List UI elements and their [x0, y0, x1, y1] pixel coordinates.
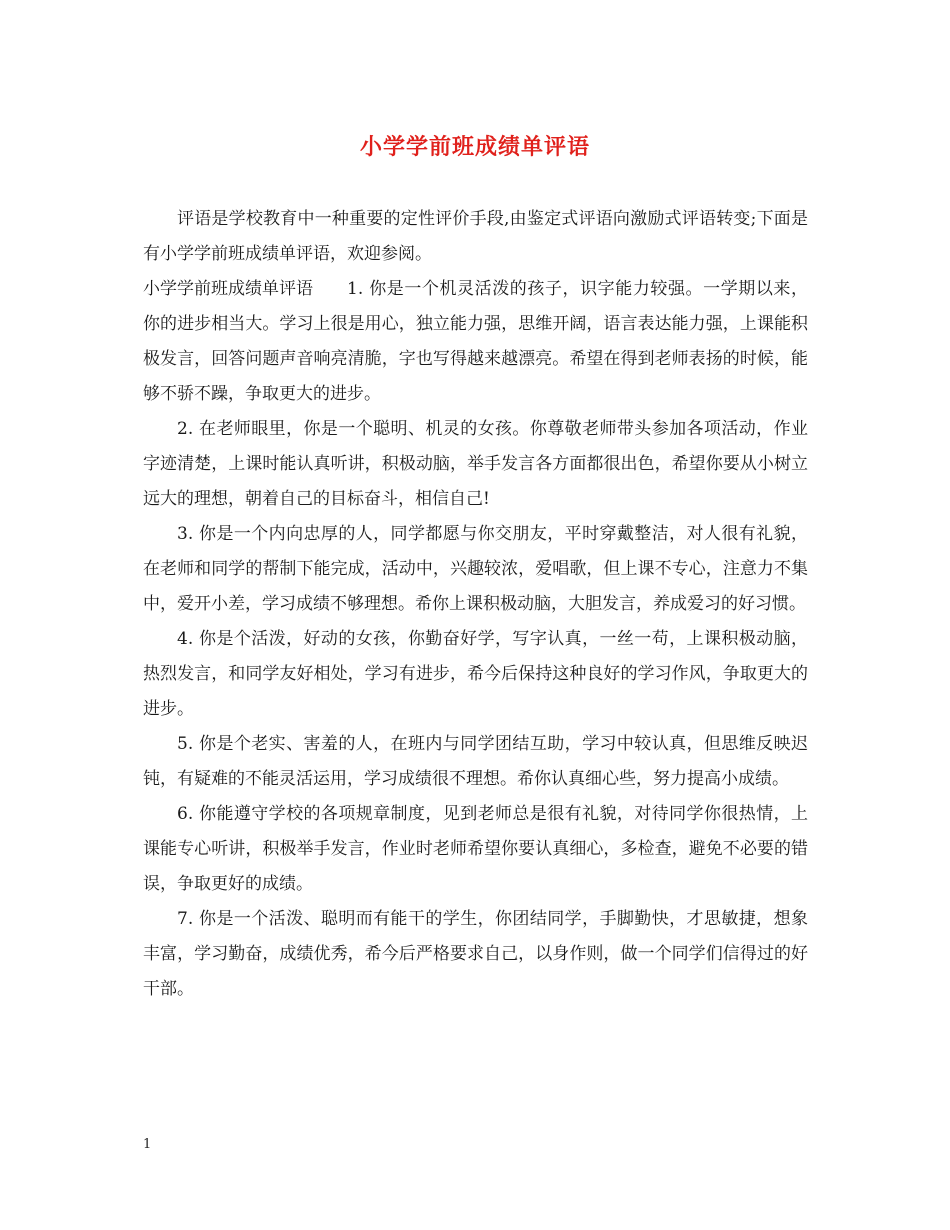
- item-7-paragraph: 7. 你是一个活泼、聪明而有能干的学生，你团结同学，手脚勤快，才思敏捷，想象丰富，学习勤奋，成绩优秀，希今后严格要求自己，以身作则，做一个同学们信得过的好干部。: [143, 909, 808, 999]
- item-5-paragraph: 5. 你是个老实、害羞的人，在班内与同学团结互助，学习中较认真，但思维反映迟钝，有疑难的不能灵活运用，学习成绩很不理想。希你认真细心些，努力提高小成绩。: [143, 734, 808, 789]
- document-body: [143, 202, 808, 1007]
- item-1-text: 1. 你是一个机灵活泼的孩子，识字能力较强。一学期以来，你的进步相当大。学习上很是用心，独立能力强，思维开阔，语言表达能力强，上课能积极发言，回答问题声音响亮清脆，字也写得越来越漂亮。希望在得到老师表扬的时候，能够不骄不躁，争取更大的进步。: [143, 279, 808, 404]
- intro-paragraph: 评语是学校教育中一种重要的定性评价手段,由鉴定式评语向激励式评语转变;下面是有小学学前班成绩单评语，欢迎参阅。: [143, 209, 808, 264]
- item-6-paragraph: 6. 你能遵守学校的各项规章制度，见到老师总是很有礼貌，对待同学你很热情，上课能专心听讲，积极举手发言，作业时老师希望你要认真细心，多检查，避免不必要的错误，争取更好的成绩。: [143, 804, 808, 894]
- item-2-paragraph: 2. 在老师眼里，你是一个聪明、机灵的女孩。你尊敬老师带头参加各项活动，作业字迹清楚，上课时能认真听讲，积极动脑，举手发言各方面都很出色，希望你要从小树立远大的理想，朝着自己的目标奋斗，相信自己!: [143, 419, 808, 509]
- page-number: 1: [143, 1137, 152, 1152]
- item-3-paragraph: 3. 你是一个内向忠厚的人，同学都愿与你交朋友，平时穿戴整洁，对人很有礼貌，在老师和同学的帮制下能完成，活动中，兴趣较浓，爱唱歌，但上课不专心，注意力不集中，爱开小差，学习成绩不够理想。希你上课积极动脑，大胆发言，养成爱习的好习惯。: [143, 524, 808, 614]
- item-4-paragraph: 4. 你是个活泼，好动的女孩，你勤奋好学，写字认真，一丝一苟，上课积极动脑，热烈发言，和同学友好相处，学习有进步，希今后保持这种良好的学习作风，争取更大的进步。: [143, 629, 808, 719]
- document-title: 小学学前班成绩单评语: [359, 134, 590, 160]
- item-1-paragraph: [143, 272, 808, 412]
- section-label: 小学学前班成绩单评语: [143, 279, 313, 299]
